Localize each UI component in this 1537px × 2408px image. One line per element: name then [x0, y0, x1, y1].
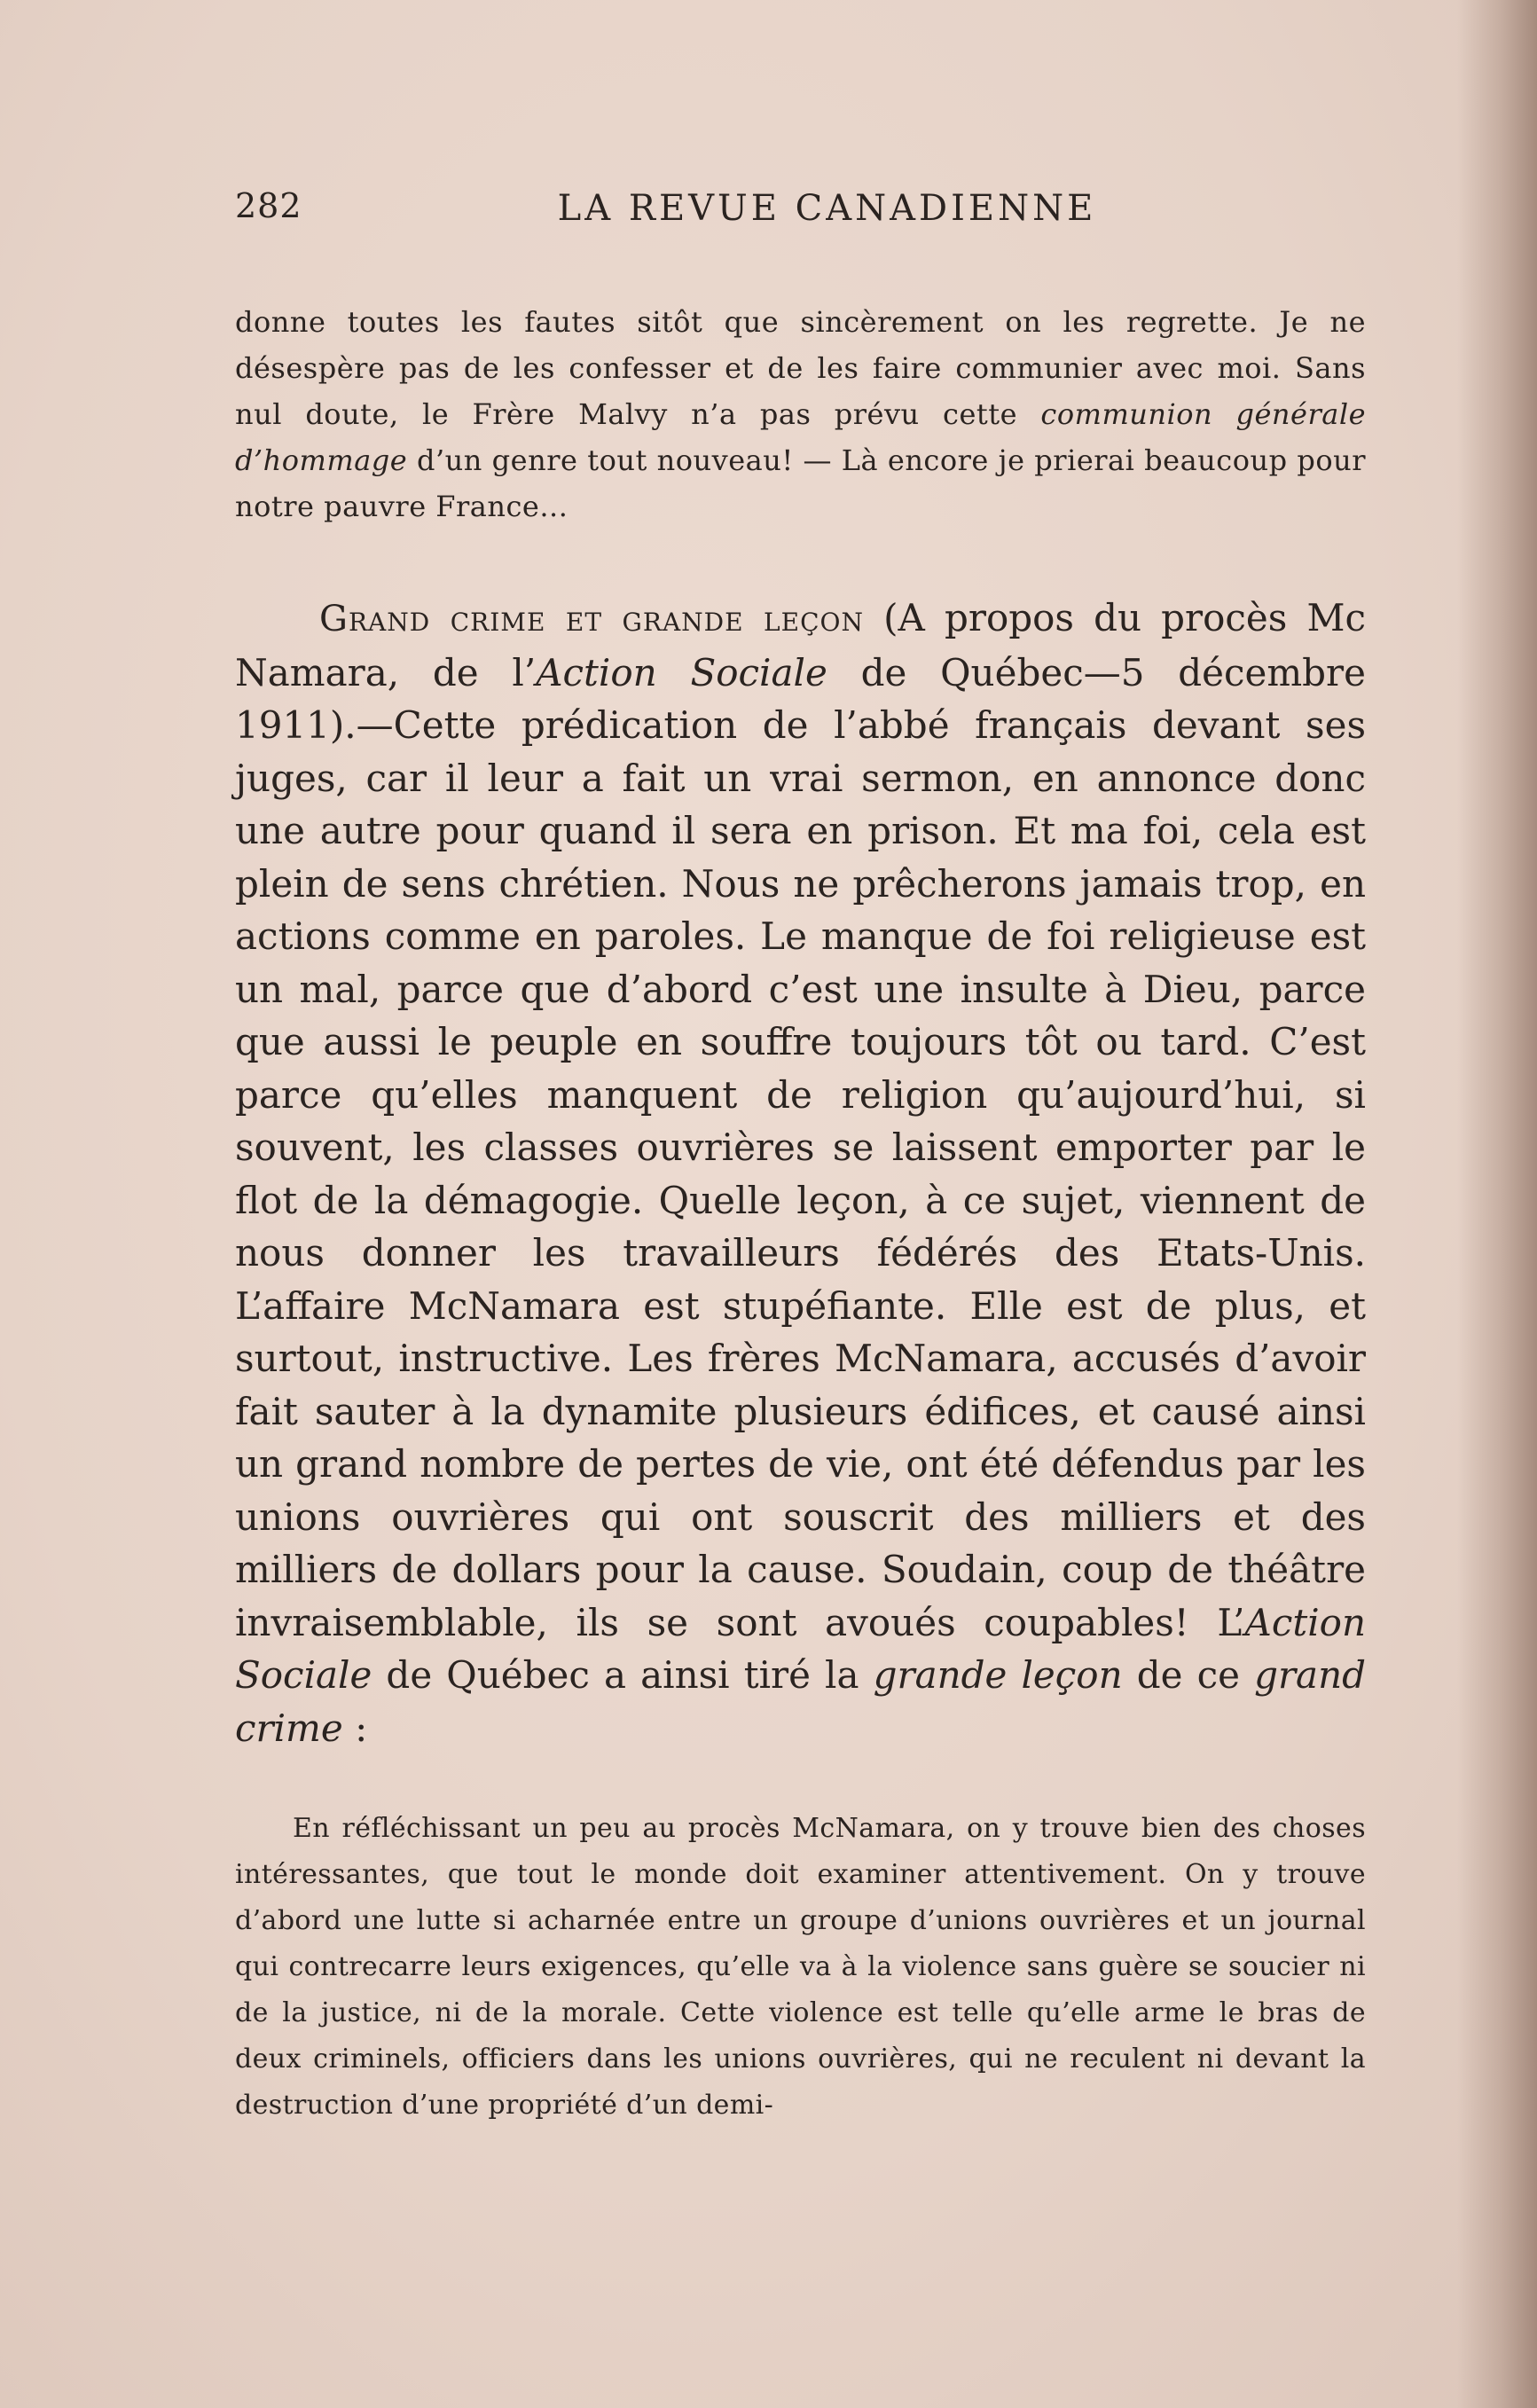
text-segment: de Québec—5 décembre 1911).—Cette prédication de l’abbé français devant ses juges, car il leur a fait un vrai sermon, en annonce donc une autre pour quand il sera en prison. Et ma foi, cela est plein de sens chrétien. Nous ne prêcherons jamais trop, en actions comme en paroles. Le manque de foi religieuse est un mal, parce que d’abord c’est une insulte à Dieu, parce que aussi le peuple en souffre toujours tôt ou tard. C’est parce qu’elles manquent de religion qu’aujourd’hui, si souvent, les classes ouvrières se laissent emporter par le flot de la démagogie. Quelle leçon, à ce sujet, viennent de nous donner les travailleurs fédérés des Etats-Unis. L’affaire McNamara est stupéfiante. Elle est de plus, et surtout, instructive. Les frères McNamara, accusés d’avoir fait sauter à la dynamite plusieurs édifices, et causé ainsi un grand nombre de pertes de vie, ont été défendus par les unions ouvrières qui ont souscrit des milliers et des milliers de dollars pour la cause. Soudain, coup de théâtre invraisemblable, ils se sont avoués coupables! L’ — [235, 650, 1366, 1644]
italic-publication: Action Sociale — [235, 1600, 1366, 1697]
text-segment: de ce — [1122, 1653, 1255, 1697]
italic-phrase: communion générale d’hommage — [235, 397, 1367, 477]
block-quote: En réfléchissant un peu au procès McNamara, on y trouve bien des choses intéressantes, que tout le monde doit examiner attentivement. On y trouve d’abord une lutte si acharnée entre un groupe d’unions ouvrières et un journal qui contrecarre leurs exigences, qu’elle va à la violence sans guère se soucier ni de la justice, ni de la morale. Cette violence est telle qu’elle arme le bras de deux criminels, officiers dans les unions ouvrières, qui ne reculent ni devant la destruction d’une propriété d’un demi- — [235, 1813, 1366, 2121]
section-heading: Grand crime et grande leçon — [319, 599, 864, 639]
paragraph-continuation — [235, 299, 1366, 529]
page-header — [235, 177, 1366, 239]
article-paragraph — [235, 592, 1366, 1754]
italic-publication: Action Sociale — [536, 650, 827, 694]
text-segment: d’un genre tout nouveau! — Là encore je prierai beaucoup pour notre pauvre France... — [235, 443, 1366, 523]
text-segment: (A propos du procès Mc Namara, de l’ — [235, 596, 1367, 694]
book-page — [235, 177, 1366, 2129]
text-segment: de Québec a ainsi tiré la — [372, 1653, 874, 1697]
page-gutter-shadow — [1457, 0, 1537, 2408]
text-segment: donne toutes les fautes sitôt que sincèrement on les regrette. Je ne désespère pas de les confesser et de les faire communier avec moi. Sans nul doute, le Frère Malvy n’a pas prévu cette — [235, 305, 1366, 431]
page-number: 282 — [235, 186, 302, 225]
running-title: LA REVUE CANADIENNE — [557, 188, 1097, 229]
italic-phrase: grande leçon — [873, 1653, 1123, 1697]
text-segment: : — [342, 1706, 368, 1750]
italic-phrase: grand crime — [235, 1653, 1367, 1750]
